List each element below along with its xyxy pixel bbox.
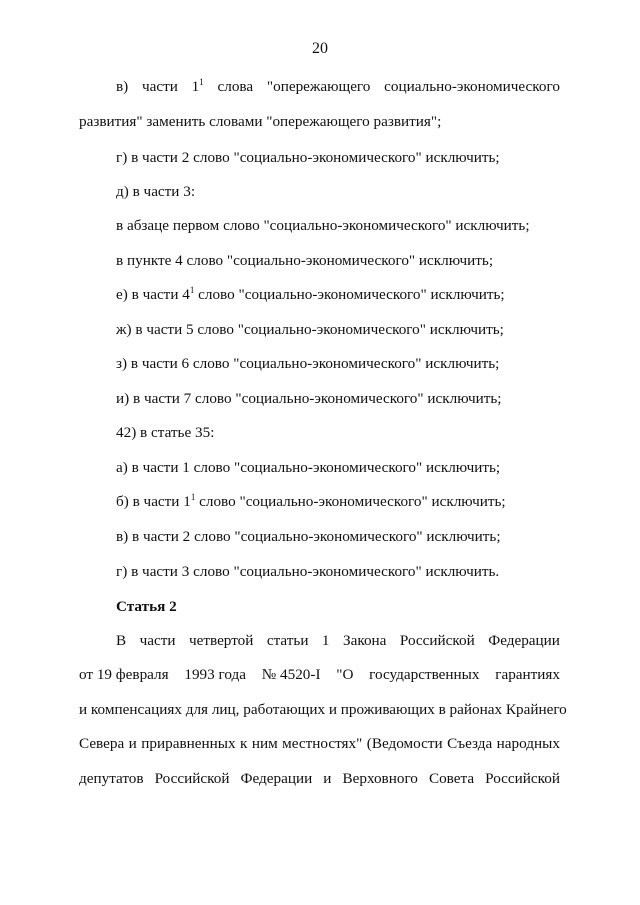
item-e: е) в части $4^1$ слово "социально-экономического" исключить; — [116, 285, 505, 303]
item-i: и) в части 7 слово "социально-экономического" исключить; — [116, 390, 502, 407]
article-line4: Севера и приравненных к ним местностях" (Ведомости Съезда народных — [79, 735, 560, 752]
item-zh: ж) в части 5 слово "социально-экономического" исключить; — [116, 321, 504, 338]
item-g: г) в части 2 слово "социально-экономического" исключить; — [116, 149, 500, 166]
page-number: 20 — [312, 40, 328, 57]
article-line1: В части четвертой статьи 1 Закона Российской Федерации — [116, 632, 560, 649]
item-punkt4: в пункте 4 слово "социально-экономического" исключить; — [116, 252, 494, 269]
item-b: б) в части $1^1$ слово "социально-экономического" исключить; — [116, 492, 506, 510]
item-d: д) в части 3: — [116, 183, 196, 200]
item-v-slova: слова — [217, 78, 254, 95]
item-v2: в) в части 2 слово "социально-экономического" исключить; — [116, 528, 501, 545]
item-a: а) в части 1 слово "социально-экономического" исключить; — [116, 459, 501, 476]
item-v-line2: развития" заменить словами "опережающего развития"; — [79, 113, 442, 130]
item-v-number: $1^1$ — [191, 77, 204, 95]
item-v-chasti: части — [142, 78, 178, 95]
article-line3: и компенсациях для лиц, работающих и проживающих в районах Крайнего — [79, 701, 567, 718]
item-v-label: в) — [116, 78, 129, 95]
article-line2: от 19 февраля 1993 года № 4520-I "О государственных гарантиях — [79, 666, 560, 683]
item-v-quote1: "опережающего — [266, 78, 371, 95]
item-abzac: в абзаце первом слово "социально-экономического" исключить; — [116, 217, 530, 234]
item-42: 42) в статье 35: — [116, 424, 215, 441]
article-heading: Статья 2 — [116, 598, 177, 615]
item-v-line1 — [116, 78, 560, 96]
item-g2: г) в части 3 слово "социально-экономического" исключить. — [116, 563, 500, 580]
article-line5: депутатов Российской Федерации и Верховного Совета Российской — [79, 770, 560, 787]
item-v-quote2: социально-экономического — [384, 78, 560, 95]
item-z: з) в части 6 слово "социально-экономического" исключить; — [116, 355, 500, 372]
